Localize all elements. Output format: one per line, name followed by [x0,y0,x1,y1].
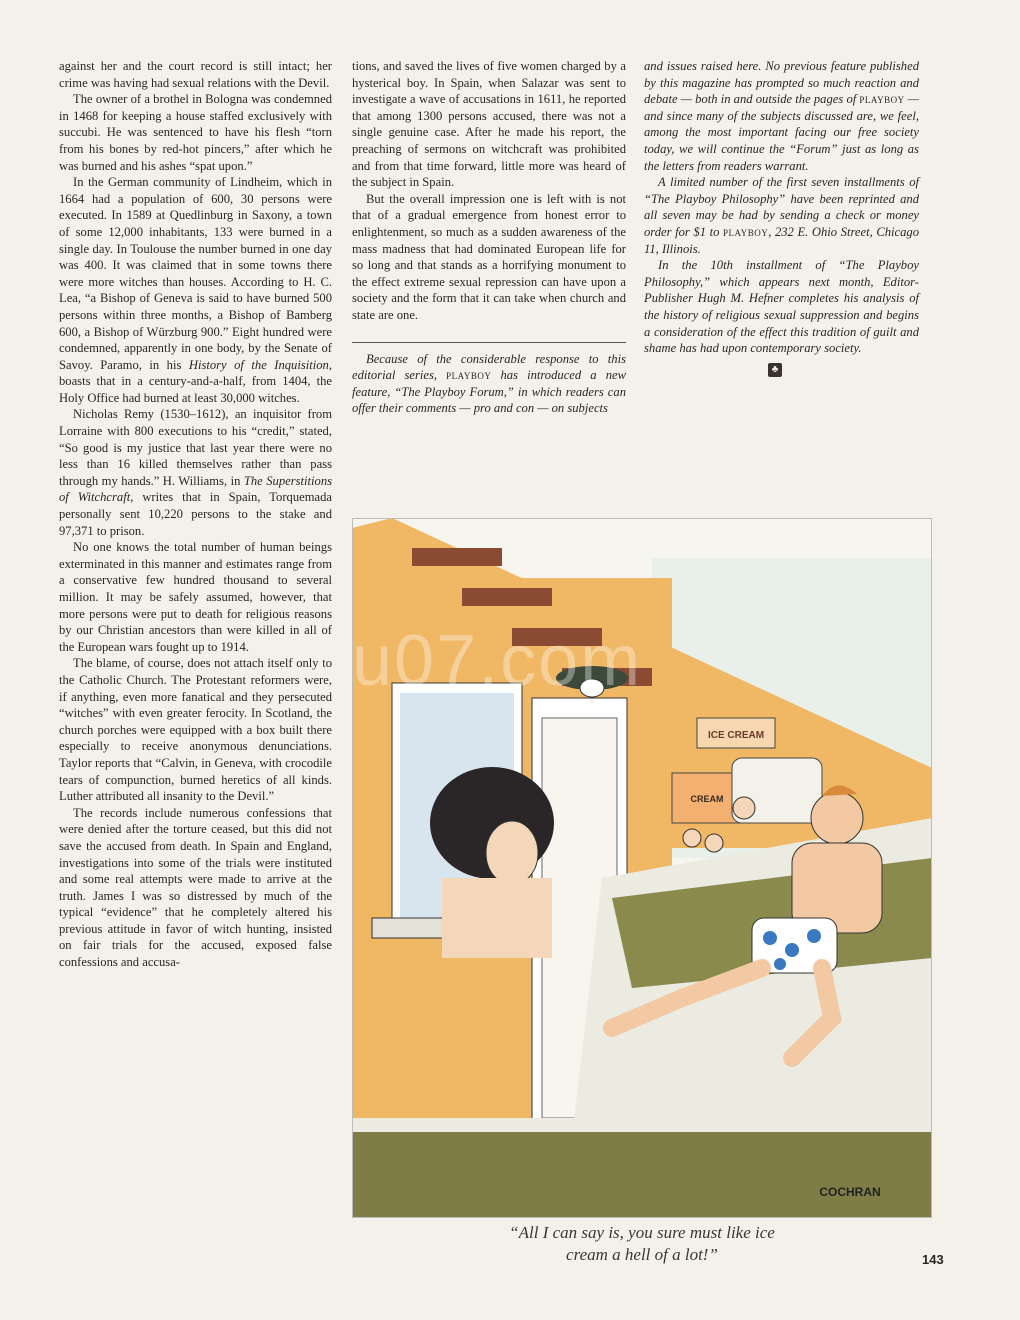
shorts-dot [807,929,821,943]
paragraph: But the overall impression one is left with is not that of a gradual emergence from honest error to enlightenment, so much as a sudden awareness of the mass madness that had dominated European life for so long and that stands as a horrifying monument to the effect extreme sexual repression can have upon a society and the form that it can take when church and state are one. [352,191,626,322]
note-text: , 232 E. Ohio Street, Chicago 11, Illinois. [644,224,920,256]
truck-text: CREAM [690,794,724,804]
cartoon-illustration [352,518,932,1218]
artist-signature: COCHRAN [819,1185,881,1199]
text-column-1 [59,58,332,971]
caption-line: “All I can say is, you sure must like ice [509,1223,775,1242]
caption-line: cream a hell of a lot!” [566,1245,718,1264]
editor-note: In the 10th installment of “The Playboy Philosophy,” which appears next month, Editor-Publisher Hugh M. Hefner completes his analysis of the history of religious sexual suppression and begins a consideration of the effect this tradition of guilt and shame has had upon contemporary society. [644,258,919,356]
note-text: Because of the considerable response to this editorial series, [352,351,626,383]
roof-beam [462,588,552,606]
paragraph-text: boasts that in a century-and-a-half, from 1404, the Holy Office had burned at least 30,000 witches. [59,374,332,405]
ice-cream-sign-text: ICE CREAM [707,730,765,741]
note-text: and issues raised here. No previous feature published by this magazine has prompted so much reaction and debate — both in and outside the pages of [644,59,919,107]
paragraph [59,174,332,406]
paragraph: The blame, of course, does not attach itself only to the Catholic Church. The Protestant reformers were, if anything, even more fanatical and they persecuted “witches” with even greater ferocity. In Scotland, the church porches were equipped with a box built there especially to receive anonymous denunciations. Taylor reports that “Calvin, in Geneva, with crocodile tears of compunction, burned heretics of all kinds. Luther attributed all insanity to the Devil.” [59,656,332,804]
lawn [352,1128,932,1218]
note-text: has introduced a new feature, “The Playboy Forum,” in which readers can offer their comments — pro and con — on subjects [352,368,626,416]
child-figure [683,829,701,847]
cartoon-caption [352,1222,932,1266]
woman-torso [442,878,552,958]
editor-note [352,351,626,417]
adult-figure [733,797,755,819]
note-text: — and since many of the subjects discussed are, we feel, among the most important facing our free society today, we will continue the “Forum” just as long as the letters from readers warrant. [644,92,919,173]
text-column-3 [644,58,919,377]
playboy-name: playboy [859,92,905,107]
roof-beam [512,628,602,646]
playboy-name: playboy [723,224,769,239]
shorts-dot [785,943,799,957]
paragraph [59,406,332,539]
book-title: The Superstitions of Witchcraft, [59,473,333,505]
lamp-bulb [580,679,604,697]
rabbit-logo-icon: ♣ [768,363,782,377]
paragraph: tions, and saved the lives of five women charged by a hysterical boy. In Spain, when Salazar was sent to investigate a wave of accusations in 1611, he reported that among 1300 persons accused, there was not a single genuine case. After he made his report, the preaching of sermons on witchcraft was prohibited and from that time forward, little more was heard of the subject in Spain. [352,59,626,190]
paragraph-text: In the German community of Lindheim, which in 1664 had a population of 600, 30 persons were executed. In 1589 at Quedlinburg in Saxony, a town of some 12,000 inhabitants, 133 were burned in a single day. In Toulouse the number burned in one day was 400. It was claimed that in some towns there were more witches than houses. According to H. C. Lea, “a Bishop of Geneva is said to have burned 500 persons within three months, a Bishop of Bamberg 600, a Bishop of Würzburg 900.” Eight hundred were condemned, apparently in one body, by the Senate of Savoy. Paramo, in his [59,175,332,372]
book-title: History of the Inquisition, [188,357,332,372]
text-column-2 [352,58,626,417]
woman-face [486,821,538,885]
divider [352,342,626,343]
paragraph-text: Nicholas Remy (1530–1612), an inquisitor from Lorraine with 800 executions to his “credit,” stated, “So good is my justice that last year there were no less than 16 killed themselves rather than pass through my hands.” H. Williams, in [59,407,332,488]
child-figure [705,834,723,852]
curb [352,1118,932,1132]
playboy-name: playboy [446,368,492,383]
paragraph: The owner of a brothel in Bologna was condemned in 1468 for keeping a house staffed exclusively with succubi. He was sentenced to have his flesh “torn from his bones by red-hot pincers,” after which he was burned and his ashes “spat upon.” [59,92,332,173]
man-head [811,792,863,844]
roof-beam [412,548,502,566]
shorts-dot [774,958,786,970]
paragraph: against her and the court record is still intact; her crime was having had sexual relations with the Devil. [59,59,332,90]
shorts-dot [763,931,777,945]
paragraph: The records include numerous confessions that were denied after the torture ceased, but this did not save the accused from death. In Spain and England, investigations into some of the trials were instituted and some real attempts were made to arrive at the truth. James I was so distressed by much of the typical “evidence” that he completely altered his previous attitude in favor of witch hunting, insisted on fair trials for the accused, exposed false confessions and accusa- [59,805,332,970]
watermark-text: u07.com [352,621,643,701]
page-number: 143 [922,1252,944,1267]
note-text: A limited number of the first seven installments of “The Playboy Philosophy” have been reprinted and all seven may be had by sending a check or money order for $1 to [644,175,919,239]
editor-note [644,58,919,174]
paragraph-text: writes that in Spain, Torquemada personally sent 10,220 persons to the stake and 97,371 to prison. [59,490,332,538]
paragraph: No one knows the total number of human beings exterminated in this manner and estimates range from a conservative few hundred thousand to several million. It may be safely assumed, however, that more persons were put to death for religious reasons by our Christian ancestors than were killed in all of the European wars fought up to 1914. [59,540,332,654]
editor-note [644,174,919,257]
